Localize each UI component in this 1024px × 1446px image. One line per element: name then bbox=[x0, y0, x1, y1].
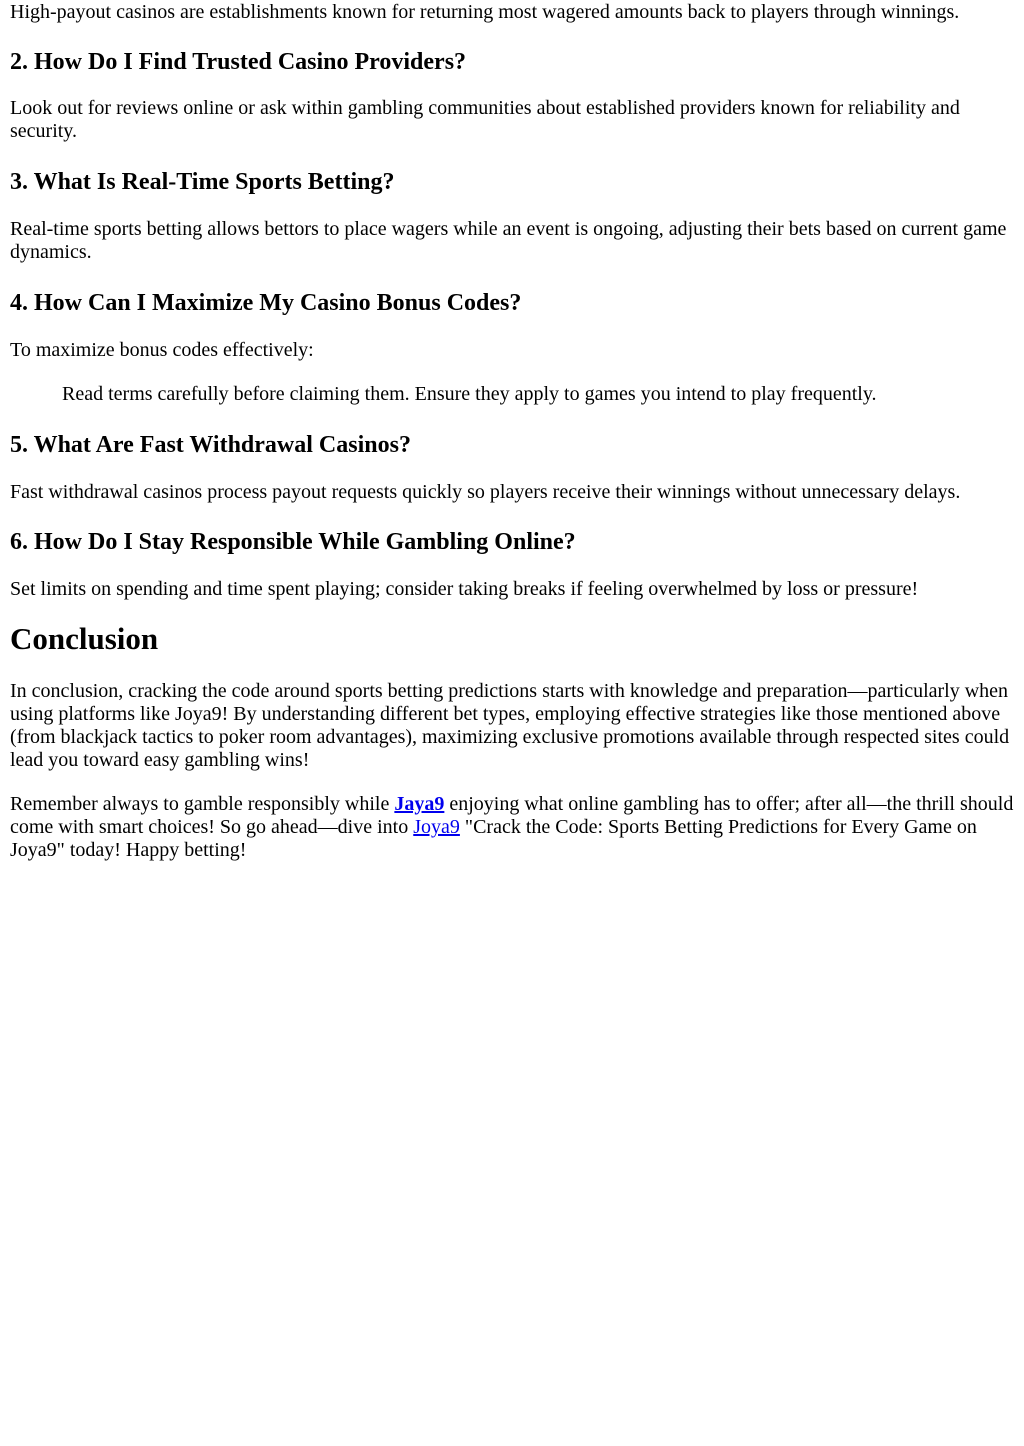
faq-heading-3: 3. What Is Real-Time Sports Betting? bbox=[10, 169, 395, 195]
intro-paragraph: High-payout casinos are establishments known for returning most wagered amounts back to players through winnings. bbox=[10, 1, 960, 23]
faq-heading-4: 4. How Can I Maximize My Casino Bonus Codes? bbox=[10, 290, 522, 316]
jaya9-link[interactable]: Jaya9 bbox=[394, 793, 445, 815]
article-body bbox=[10, 0, 1014, 862]
faq-answer-5: Fast withdrawal casinos process payout requests quickly so players receive their winnings without unnecessary delays. bbox=[10, 481, 961, 503]
conclusion-text-part-3: "Crack the Code: Sports Betting Predictions for Every Game on Joya9" today! Happy betting! bbox=[10, 816, 977, 861]
faq-heading-5: 5. What Are Fast Withdrawal Casinos? bbox=[10, 432, 411, 458]
conclusion-heading: Conclusion bbox=[10, 621, 159, 656]
conclusion-text-part-1: Remember always to gamble responsibly while bbox=[10, 793, 395, 815]
conclusion-paragraph-2 bbox=[10, 793, 1014, 862]
faq-answer-6: Set limits on spending and time spent playing; consider taking breaks if feeling overwhelmed by loss or pressure! bbox=[10, 578, 919, 600]
faq-answer-3: Real-time sports betting allows bettors to place wagers while an event is ongoing, adjusting their bets based on current game dynamics. bbox=[10, 218, 1007, 263]
faq-heading-6: 6. How Do I Stay Responsible While Gambling Online? bbox=[10, 529, 576, 555]
faq-answer-2: Look out for reviews online or ask within gambling communities about established providers known for reliability and security. bbox=[10, 97, 960, 142]
conclusion-paragraph-1: In conclusion, cracking the code around sports betting predictions starts with knowledge and preparation—particularly when using platforms like Joya9! By understanding different bet types, employing effective strategies like those mentioned above (from blackjack tactics to poker room advantages), maximizing exclusive promotions available through respected sites could lead you toward easy gambling wins! bbox=[10, 680, 1010, 771]
conclusion-text-part-2: enjoying what online gambling has to offer; after all—the thrill should come with smart choices! So go ahead—dive into bbox=[10, 793, 1014, 838]
joya9-link[interactable]: Joya9 bbox=[413, 816, 460, 838]
faq-detail-4: Read terms carefully before claiming them. Ensure they apply to games you intend to play frequently. bbox=[62, 383, 877, 405]
faq-answer-4: To maximize bonus codes effectively: bbox=[10, 339, 314, 361]
faq-heading-2: 2. How Do I Find Trusted Casino Providers? bbox=[10, 49, 467, 75]
